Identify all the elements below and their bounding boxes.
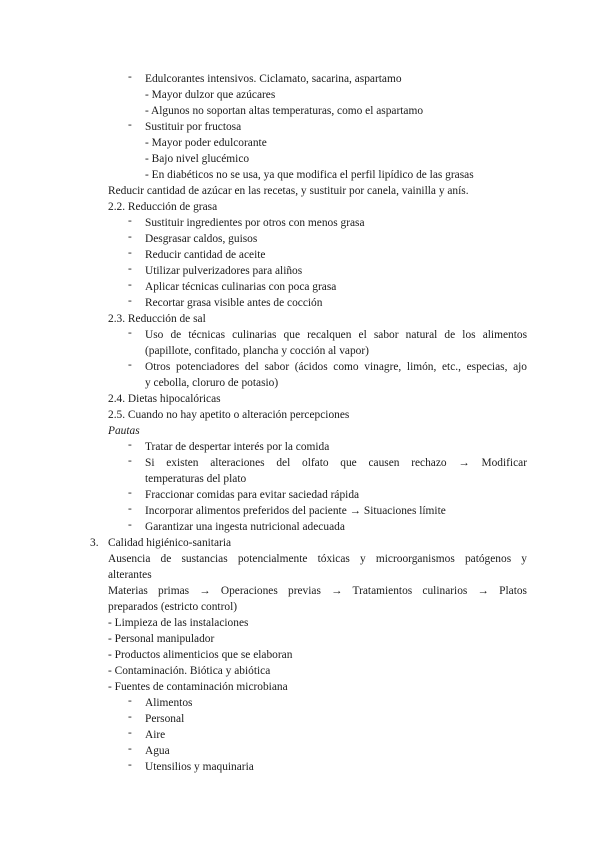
list-item-continuation: temperaturas del plato xyxy=(145,473,247,485)
list-item: - Fuentes de contaminación microbiana xyxy=(108,681,288,693)
subheading-pautas: Pautas xyxy=(108,425,140,437)
list-item: Fraccionar comidas para evitar saciedad rápida xyxy=(145,489,360,501)
paragraph: Materias primas → Operaciones previas → Tratamientos culinarios → Platos xyxy=(108,585,527,597)
bullet-dash: - xyxy=(128,359,132,371)
list-item: - Limpieza de las instalaciones xyxy=(108,617,249,629)
list-item: Si existen alteraciones del olfato que causen rechazo → Modificar xyxy=(145,457,527,469)
paragraph-continuation: preparados (estricto control) xyxy=(108,601,238,613)
list-item: Utilizar pulverizadores para aliños xyxy=(145,265,303,277)
section-heading: 2.5. Cuando no hay apetito o alteración percepciones xyxy=(108,409,350,421)
sub-item: - Algunos no soportan altas temperaturas, como el aspartamo xyxy=(145,105,424,117)
list-item: Edulcorantes intensivos. Ciclamato, sacarina, aspartamo xyxy=(145,73,402,85)
list-item-continuation: y cebolla, cloruro de potasio) xyxy=(145,377,279,389)
list-item: Desgrasar caldos, guisos xyxy=(145,233,258,245)
list-item: - Productos alimenticios que se elaboran xyxy=(108,649,293,661)
bullet-dash: - xyxy=(128,455,132,467)
section-heading: Calidad higiénico-sanitaria xyxy=(108,537,232,549)
list-item: Recortar grasa visible antes de cocción xyxy=(145,297,323,309)
sub-item: - Bajo nivel glucémico xyxy=(145,153,250,165)
bullet-dash: - xyxy=(128,231,132,243)
list-item-continuation: (papillote, confitado, plancha y cocción al vapor) xyxy=(145,345,369,357)
list-item: Sustituir ingredientes por otros con menos grasa xyxy=(145,217,365,229)
list-item: - Contaminación. Biótica y abiótica xyxy=(108,665,271,677)
bullet-dash: - xyxy=(128,295,132,307)
list-item: Aplicar técnicas culinarias con poca grasa xyxy=(145,281,337,293)
section-heading: 2.4. Dietas hipocalóricas xyxy=(108,393,221,405)
bullet-dash: - xyxy=(128,695,132,707)
bullet-dash: - xyxy=(128,503,132,515)
list-item: Tratar de despertar interés por la comida xyxy=(145,441,330,453)
list-item: Agua xyxy=(145,745,170,757)
section-heading: 2.2. Reducción de grasa xyxy=(108,201,218,213)
list-item: Aire xyxy=(145,729,166,741)
bullet-dash: - xyxy=(128,71,132,83)
bullet-dash: - xyxy=(128,327,132,339)
bullet-dash: - xyxy=(128,247,132,259)
sub-item: - En diabéticos no se usa, ya que modifica el perfil lipídico de las grasas xyxy=(145,169,474,181)
bullet-dash: - xyxy=(128,279,132,291)
list-item: Otros potenciadores del sabor (ácidos como vinagre, limón, etc., especias, ajo xyxy=(145,361,527,373)
bullet-dash: - xyxy=(128,759,132,771)
bullet-dash: - xyxy=(128,519,132,531)
paragraph: Ausencia de sustancias potencialmente tóxicas y microorganismos patógenos y xyxy=(108,553,527,565)
list-item: Reducir cantidad de aceite xyxy=(145,249,266,261)
paragraph: Reducir cantidad de azúcar en las recetas, y sustituir por canela, vainilla y anís. xyxy=(108,185,469,197)
list-item: Sustituir por fructosa xyxy=(145,121,242,133)
bullet-dash: - xyxy=(128,711,132,723)
list-item: Utensilios y maquinaria xyxy=(145,761,254,773)
section-heading: 2.3. Reducción de sal xyxy=(108,313,206,325)
bullet-dash: - xyxy=(128,119,132,131)
sub-item: - Mayor poder edulcorante xyxy=(145,137,267,149)
bullet-dash: - xyxy=(128,439,132,451)
sub-item: - Mayor dulzor que azúcares xyxy=(145,89,276,101)
list-item: - Personal manipulador xyxy=(108,633,215,645)
list-item: Incorporar alimentos preferidos del paciente → Situaciones límite xyxy=(145,505,446,517)
bullet-dash: - xyxy=(128,487,132,499)
section-number: 3. xyxy=(90,537,99,549)
list-item: Uso de técnicas culinarias que recalquen el sabor natural de los alimentos xyxy=(145,329,527,341)
list-item: Personal xyxy=(145,713,185,725)
bullet-dash: - xyxy=(128,743,132,755)
paragraph-continuation: alterantes xyxy=(108,569,152,581)
bullet-dash: - xyxy=(128,727,132,739)
list-item: Garantizar una ingesta nutricional adecuada xyxy=(145,521,345,533)
list-item: Alimentos xyxy=(145,697,193,709)
bullet-dash: - xyxy=(128,215,132,227)
bullet-dash: - xyxy=(128,263,132,275)
